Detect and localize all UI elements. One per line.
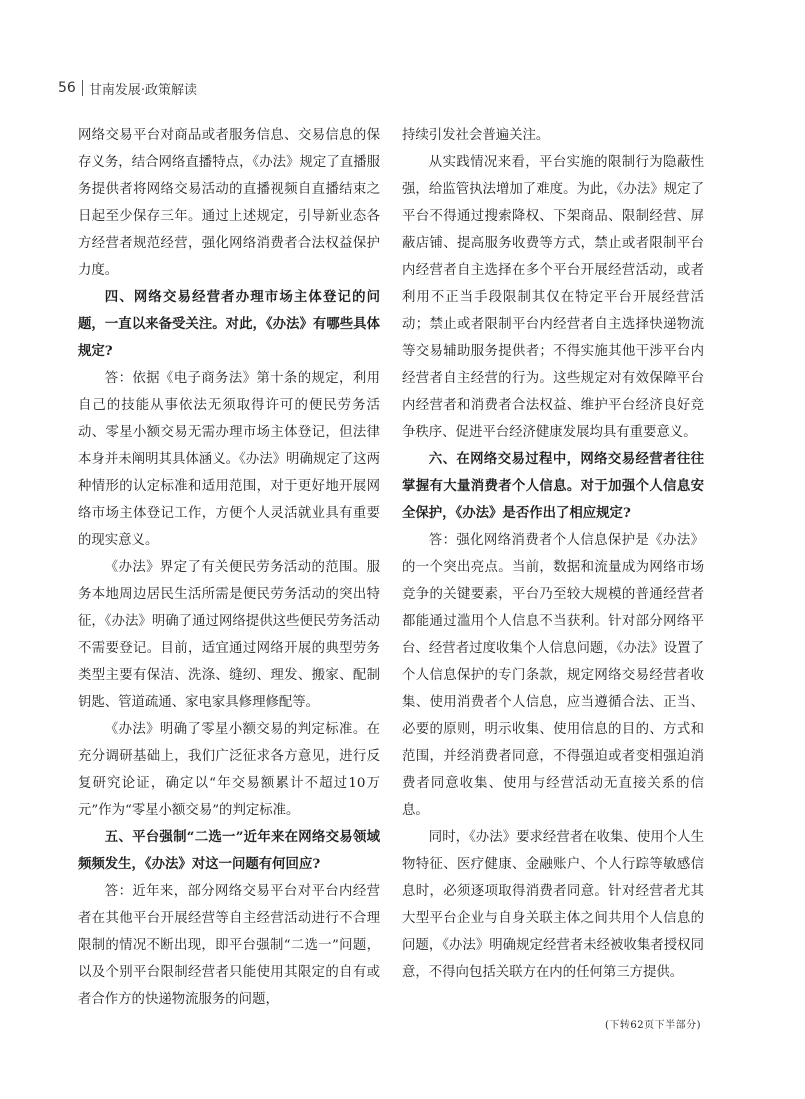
question-heading-5: 五、平台强制“二选一”近年来在网络交易领域频频发生，《办法》对这一问题有何回应?	[78, 829, 380, 872]
header-divider	[82, 80, 83, 96]
paragraph: 网络交易平台对商品或者服务信息、交易信息的保存义务，结合网络直播特点，《办法》规定了直播服务提供者将网络交易活动的直播视频自直播结束之日起至少保存三年。通过上述规定，引导新业态各方经营者规范经营，强化网络消费者合法权益保护力度。	[78, 128, 380, 278]
question-heading-6: 六、在网络交易过程中，网络交易经营者往往掌握有大量消费者个人信息。对于加强个人信息安全保护，《办法》是否作出了相应规定?	[402, 451, 704, 521]
paragraph: 答：依据《电子商务法》第十条的规定，利用自己的技能从事依法无须取得许可的便民劳务活动、零星小额交易无需办理市场主体登记，但法律本身并未阐明其具体涵义。《办法》明确规定了这两种情形的认定标准和适用范围，对于更好地开展网络市场主体登记工作，方便个人灵活就业具有重要的现实意义。	[78, 371, 380, 548]
paragraph: 从实践情况来看，平台实施的限制行为隐蔽性强，给监管执法增加了难度。为此，《办法》规定了平台不得通过搜索降权、下架商品、限制经营、屏蔽店铺、提高服务收费等方式，禁止或者限制平台内经营者自主选择在多个平台开展经营活动，或者利用不正当手段限制其仅在特定平台开展经营活动；禁止或者限制平台内经营者自主选择快递物流等交易辅助服务提供者；不得实施其他干涉平台内经营者自主经营的行为。这些规定对有效保障平台内经营者和消费者合法权益、维护平台经济良好竞争秩序、促进平台经济健康发展均具有重要意义。	[402, 155, 704, 440]
paragraph: 《办法》明确了零星小额交易的判定标准。在充分调研基础上，我们广泛征求各方意见，进行反复研究论证，确定以“年交易额累计不超过10万元”作为“零星小额交易”的判定标准。	[78, 722, 380, 818]
continuation-note: (下转62页下半部分)	[604, 1020, 701, 1031]
paragraph: 同时，《办法》要求经营者在收集、使用个人生物特征、医疗健康、金融账户、个人行踪等敏感信息时，必须逐项取得消费者同意。针对经营者尤其大型平台企业与自身关联主体之间共用个人信息的问题，《办法》明确规定经营者未经被收集者授权同意，不得向包括关联方在内的任何第三方提供。	[402, 830, 704, 980]
right-column	[402, 122, 704, 986]
section-title: 甘南发展·政策解读	[88, 82, 197, 98]
paragraph: 答：近年来，部分网络交易平台对平台内经营者在其他平台开展经营等自主经营活动进行不合理限制的情况不断出现，即平台强制“二选一”问题，以及个别平台限制经营者只能使用其限定的自有或者合作方的快递物流服务的问题，	[78, 884, 380, 1007]
page-number: 56	[58, 80, 76, 96]
left-column	[78, 122, 380, 1013]
page-header	[58, 78, 197, 98]
paragraph: 持续引发社会普遍关注。	[402, 128, 550, 143]
paragraph: 《办法》界定了有关便民劳务活动的范围。服务本地周边居民生活所需是便民劳务活动的突出特征，《办法》明确了通过网络提供这些便民劳务活动不需要登记。目前，适宜通过网络开展的典型劳务类型主要有保洁、洗涤、缝纫、理发、搬家、配制钥匙、管道疏通、家电家具修理修配等。	[78, 560, 380, 710]
question-heading-4: 四、网络交易经营者办理市场主体登记的问题，一直以来备受关注。对此，《办法》有哪些具体规定?	[78, 289, 380, 359]
paragraph: 答：强化网络消费者个人信息保护是《办法》的一个突出亮点。当前，数据和流量成为网络市场竞争的关键要素，平台乃至较大规模的普通经营者都能通过滥用个人信息不当获利。针对部分网络平台、经营者过度收集个人信息问题，《办法》设置了个人信息保护的专门条款，规定网络交易经营者收集、使用消费者个人信息，应当遵循合法、正当、必要的原则，明示收集、使用信息的目的、方式和范围，并经消费者同意，不得强迫或者变相强迫消费者同意收集、使用与经营活动无直接关系的信息。	[402, 533, 704, 818]
